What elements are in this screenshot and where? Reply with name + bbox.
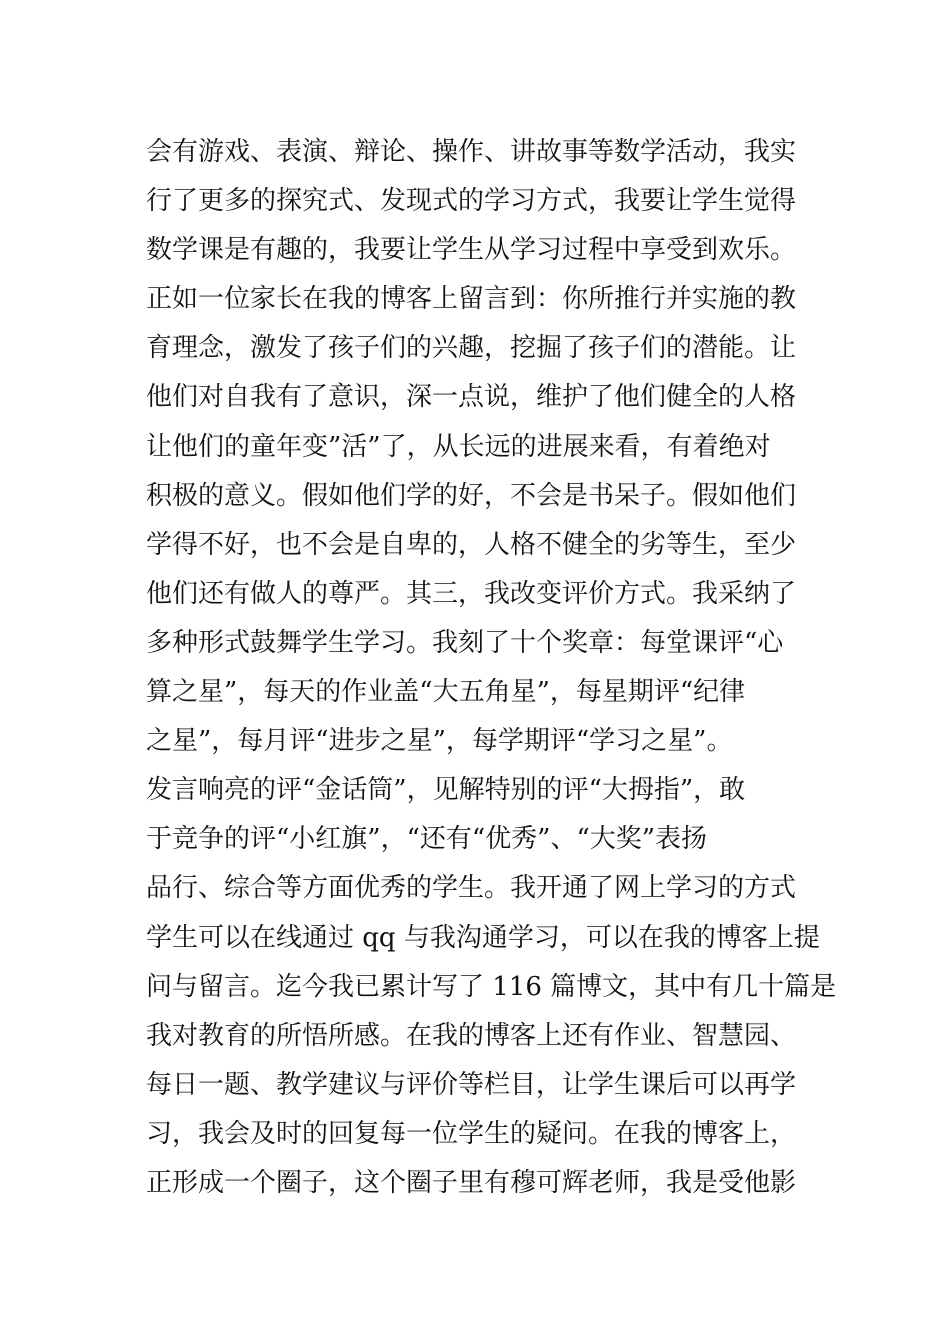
text-line: 会有游戏、表演、辩论、操作、讲故事等数学活动，我实 <box>146 137 797 167</box>
text-line: 行了更多的探究式、发现式的学习方式，我要让学生觉得 <box>146 186 797 217</box>
text-line: 他们还有做人的尊严。其三，我改变评价方式。我采纳了 <box>146 578 797 609</box>
text-line: 学生可以在线通过 qq 与我沟通学习，可以在我的博客上提 <box>146 922 820 953</box>
text-line: 我对教育的所悟所感。在我的博客上还有作业、智慧园、 <box>146 1020 797 1051</box>
text-line: 每日一题、教学建议与评价等栏目，让学生课后可以再学 <box>146 1069 797 1100</box>
text-line: 他们对自我有了意识，深一点说，维护了他们健全的人格 <box>146 382 797 413</box>
text-line: 问与留言。迄今我已累计写了 116 篇博文，其中有几十篇是 <box>146 971 837 1002</box>
text-line: 发言响亮的评“金话筒”，见解特别的评“大拇指”，敢 <box>146 775 746 806</box>
text-line: 品行、综合等方面优秀的学生。我开通了网上学习的方式 <box>146 873 797 904</box>
text-line: 多种形式鼓舞学生学习。我刻了十个奖章：每堂课评“心 <box>146 627 784 658</box>
text-line: 正如一位家长在我的博客上留言到：你所推行并实施的教 <box>146 284 797 315</box>
text-line: 习，我会及时的回复每一位学生的疑问。在我的博客上， <box>146 1118 797 1149</box>
text-line: 育理念，激发了孩子们的兴趣，挖掘了孩子们的潜能。让 <box>146 333 797 364</box>
text-line: 于竞争的评“小红旗”，“还有“优秀”、“大奖”表扬 <box>146 824 708 855</box>
text-line: 数学课是有趣的，我要让学生从学习过程中享受到欢乐。 <box>146 235 797 266</box>
body-text <box>146 128 837 1208</box>
text-line: 让他们的童年变”活”了，从长远的进展来看，有着绝对 <box>146 431 771 462</box>
text-line: 之星”，每月评“进步之星”，每学期评“学习之星”。 <box>146 726 733 757</box>
text-line: 正形成一个圈子，这个圈子里有穆可辉老师，我是受他影 <box>146 1167 797 1198</box>
text-line: 算之星”，每天的作业盖“大五角星”，每星期评“纪律 <box>146 677 746 708</box>
text-line: 学得不好，也不会是自卑的，人格不健全的劣等生，至少 <box>146 529 797 560</box>
text-line: 积极的意义。假如他们学的好，不会是书呆子。假如他们 <box>146 480 797 511</box>
